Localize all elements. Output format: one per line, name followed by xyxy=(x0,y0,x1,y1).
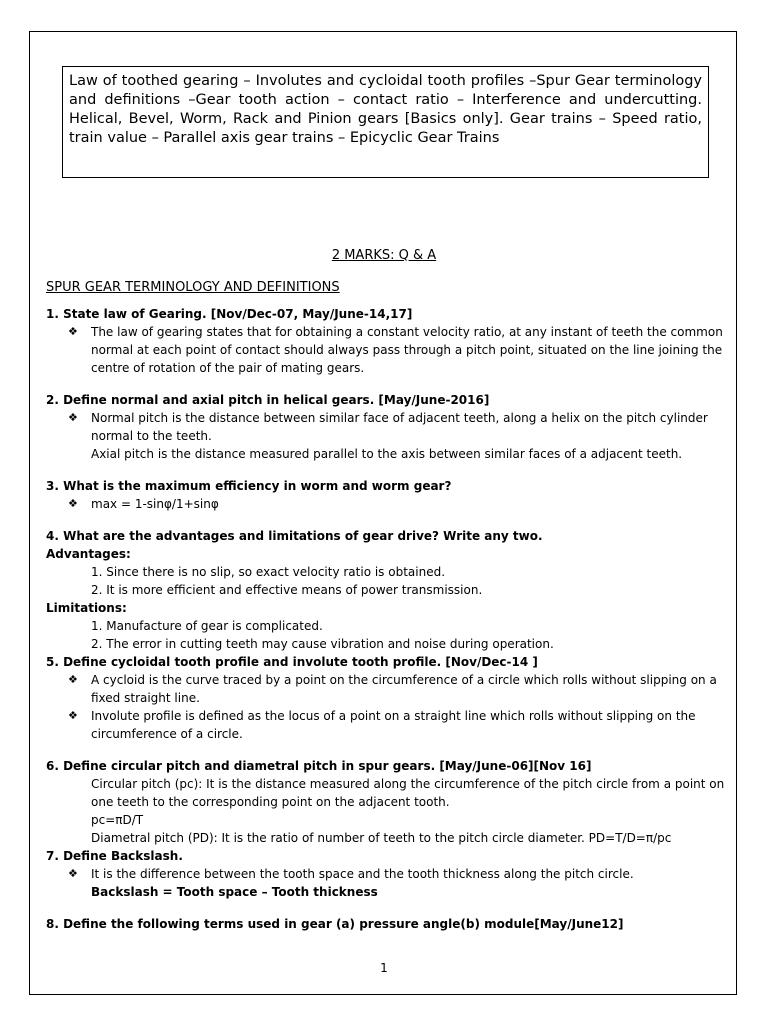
syllabus-text: Law of toothed gearing – Involutes and cycloidal tooth profiles –Spur Gear terminology and definitions –Gear tooth action – contact ratio – Interference and undercutting. Helical, Bevel, Worm, Rack and Pinion gears [Basics only]. Gear trains – Speed ratio, train value – Parallel axis gear trains – Epicyclic Gear Trains xyxy=(69,73,702,146)
answer-5-text-2: Involute profile is defined as the locus of a point on a straight line which rolls without slipping on the circumference of a circle. xyxy=(91,709,696,741)
bullet-diamond-icon: ❖ xyxy=(68,325,78,338)
answer-7-text: It is the difference between the tooth space and the tooth thickness along the pitch circle. xyxy=(91,867,634,881)
answer-3-text: max = 1-sinφ/1+sinφ xyxy=(91,497,219,511)
question-7: 7. Define Backslash. xyxy=(46,849,183,863)
marks-heading: 2 MARKS: Q & A xyxy=(331,248,437,263)
question-8: 8. Define the following terms used in gear (a) pressure angle(b) module[May/June12] xyxy=(46,917,624,931)
answer-6-circular-pitch: Circular pitch (pc): It is the distance measured along the circumference of the pitch circle from a point on one teeth to the corresponding point on the adjacent tooth. xyxy=(91,777,725,809)
question-1: 1. State law of Gearing. [Nov/Dec-07, May/June-14,17] xyxy=(46,307,413,321)
page-number: 1 xyxy=(380,961,388,975)
advantage-1: 1. Since there is no slip, so exact velocity ratio is obtained. xyxy=(91,565,446,579)
question-5: 5. Define cycloidal tooth profile and involute tooth profile. [Nov/Dec-14 ] xyxy=(46,655,538,669)
answer-1-bullet xyxy=(46,323,726,377)
question-6: 6. Define circular pitch and diametral pitch in spur gears. [May/June-06][Nov 16] xyxy=(46,759,592,773)
answer-6-formula: pc=πD/T xyxy=(91,813,144,827)
qa-content xyxy=(46,305,726,933)
limitation-1: 1. Manufacture of gear is complicated. xyxy=(91,619,323,633)
limitation-2: 2. The error in cutting teeth may cause vibration and noise during operation. xyxy=(91,637,554,651)
bullet-diamond-icon: ❖ xyxy=(68,411,78,424)
bullet-diamond-icon: ❖ xyxy=(68,709,78,722)
answer-7-bullet xyxy=(46,865,726,883)
section-title: SPUR GEAR TERMINOLOGY AND DEFINITIONS xyxy=(46,280,340,295)
bullet-diamond-icon: ❖ xyxy=(68,867,78,880)
answer-5-text-1: A cycloid is the curve traced by a point on the circumference of a circle which rolls without slipping on a fixed straight line. xyxy=(91,673,717,705)
advantage-2: 2. It is more efficient and effective means of power transmission. xyxy=(91,583,483,597)
answer-2-extra: Axial pitch is the distance measured parallel to the axis between similar faces of a adjacent teeth. xyxy=(91,447,683,461)
answer-2-bullet xyxy=(46,409,726,445)
question-4: 4. What are the advantages and limitations of gear drive? Write any two. xyxy=(46,529,543,543)
limitations-label: Limitations: xyxy=(46,601,127,615)
bullet-diamond-icon: ❖ xyxy=(68,673,78,686)
answer-3-bullet xyxy=(46,495,726,513)
answer-1-text: The law of gearing states that for obtaining a constant velocity ratio, at any instant of teeth the common normal at each point of contact should always pass through a pitch point, situated on the line joining the centre of rotation of the pair of mating gears. xyxy=(91,325,723,375)
question-3: 3. What is the maximum efficiency in worm and worm gear? xyxy=(46,479,452,493)
question-2: 2. Define normal and axial pitch in helical gears. [May/June-2016] xyxy=(46,393,490,407)
answer-2-text: Normal pitch is the distance between similar face of adjacent teeth, along a helix on the pitch cylinder normal to the teeth. xyxy=(91,411,708,443)
answer-7-formula: Backslash = Tooth space – Tooth thickness xyxy=(91,885,378,899)
answer-6-diametral-pitch: Diametral pitch (PD): It is the ratio of number of teeth to the pitch circle diameter. PD=T/D=π/pc xyxy=(91,831,672,845)
advantages-label: Advantages: xyxy=(46,547,131,561)
answer-5-bullet-1 xyxy=(46,671,726,707)
bullet-diamond-icon: ❖ xyxy=(68,497,78,510)
syllabus-box xyxy=(62,66,709,178)
answer-5-bullet-2 xyxy=(46,707,726,743)
